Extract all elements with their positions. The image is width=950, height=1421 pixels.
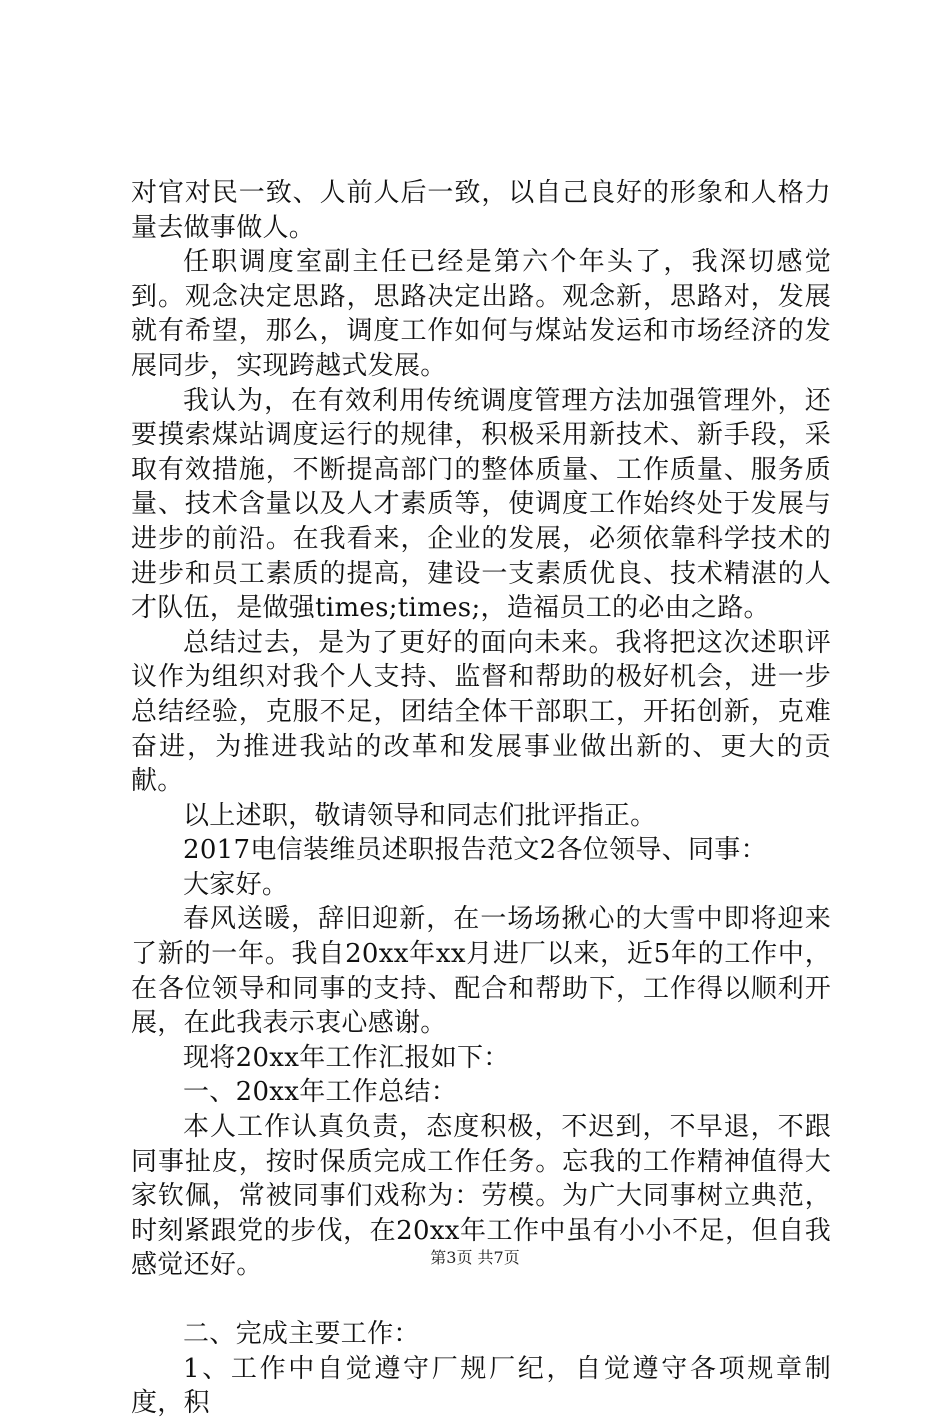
paragraph-6: 2017电信装维员述职报告范文2各位领导、同事： bbox=[183, 835, 767, 866]
paragraph-2: 任职调度室副主任已经是第六个年头了，我深切感觉到。观念决定思路，思路决定出路。观念新，思路对，发展就有希望，那么，调度工作如何与煤站发运和市场经济的发展同步，实现跨越式发展。 bbox=[131, 247, 831, 381]
paragraph-10: 一、20xx年工作总结： bbox=[183, 1077, 458, 1108]
paragraph-8: 春风送暖，辞旧迎新，在一场场揪心的大雪中即将迎来了新的一年。我自20xx年xx月进厂以来，近5年的工作中，在各位领导和同事的支持、配合和帮助下，工作得以顺利开展，在此我表示衷心感谢。 bbox=[131, 904, 831, 1039]
paragraph-9: 现将20xx年工作汇报如下： bbox=[183, 1042, 510, 1073]
paragraph-12: 二、完成主要工作： bbox=[183, 1319, 420, 1349]
page-footer: 第3页 共7页 bbox=[430, 1248, 520, 1267]
paragraph-13: 1、工作中自觉遵守厂规厂纪，自觉遵守各项规章制度，积 bbox=[131, 1353, 831, 1419]
paragraph-5: 以上述职，敬请领导和同志们批评指正。 bbox=[183, 800, 657, 831]
paragraph-7: 大家好。 bbox=[183, 869, 289, 900]
document-body bbox=[131, 176, 831, 1421]
paragraph-3: 我认为，在有效利用传统调度管理方法加强管理外，还要摸索煤站调度运行的规律，积极采用新技术、新手段，采取有效措施，不断提高部门的整体质量、工作质量、服务质量、技术含量以及人才素质等，使调度工作始终处于发展与进步的前沿。在我看来，企业的发展，必须依靠科学技术的进步和员工素质的提高，建设一支素质优良、技术精湛的人才队伍，是做强times;times;，造福员工的必由之路。 bbox=[131, 385, 831, 624]
paragraph-4: 总结过去，是为了更好的面向未来。我将把这次述职评议作为组织对我个人支持、监督和帮助的极好机会，进一步总结经验，克服不足，团结全体干部职工，开拓创新，克难奋进，为推进我站的改革和发展事业做出新的、更大的贡献。 bbox=[131, 627, 831, 797]
paragraph-1: 对官对民一致、人前人后一致，以自己良好的形象和人格力量去做事做人。 bbox=[131, 178, 831, 243]
paragraph-11: 本人工作认真负责，态度积极，不迟到，不早退，不跟同事扯皮，按时保质完成工作任务。忘我的工作精神值得大家钦佩，常被同事们戏称为：劳模。为广大同事树立典范，时刻紧跟党的步伐，在20xx年工作中虽有小小不足，但自我感觉还好。 bbox=[131, 1112, 831, 1281]
